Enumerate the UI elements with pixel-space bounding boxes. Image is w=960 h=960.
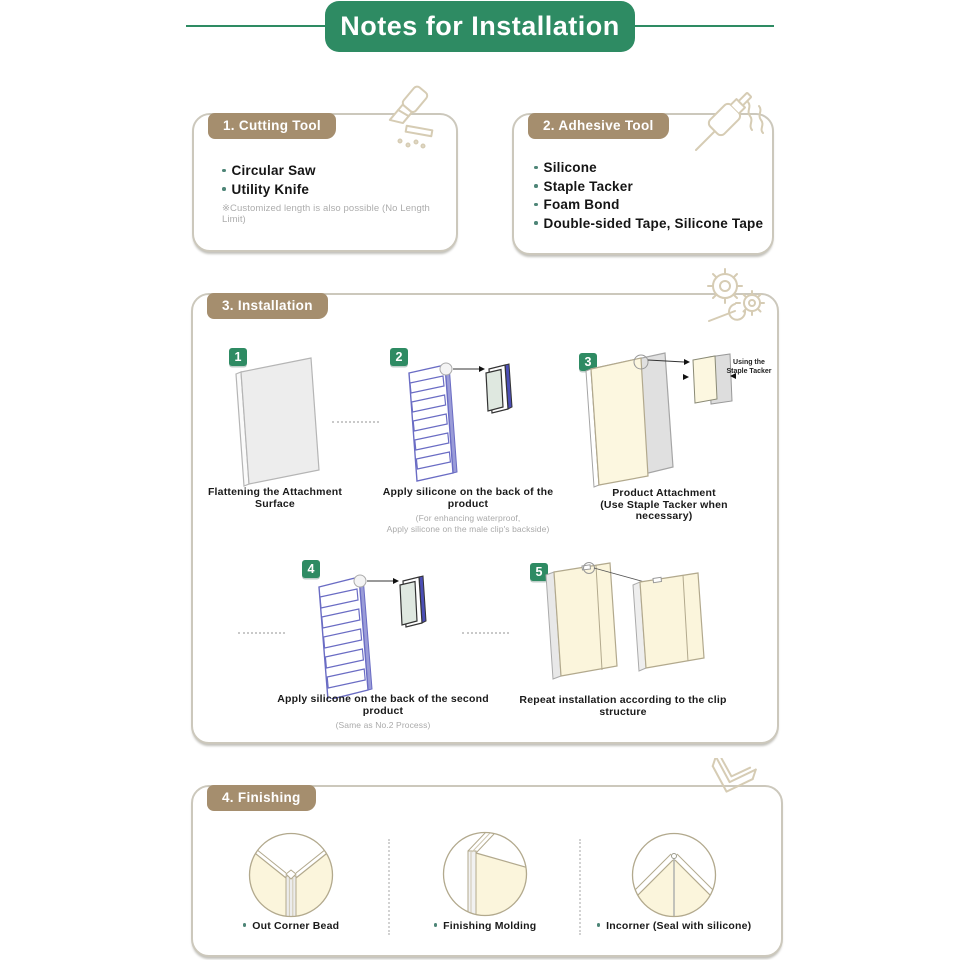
cutting-tool-list — [222, 162, 456, 225]
step1-panel-illustration — [233, 352, 328, 490]
finishing-molding-illustration — [440, 829, 530, 919]
bullet-dot-icon — [534, 221, 538, 225]
dotted-separator — [388, 839, 390, 935]
bullet-dot-icon — [434, 923, 438, 927]
bullet-dot-icon — [243, 923, 247, 927]
list-item-label: Staple Tacker — [543, 178, 633, 194]
list-item-label: Foam Bond — [543, 197, 620, 212]
step4-silicone-illustration — [307, 565, 447, 699]
list-item-label: Utility Knife — [231, 181, 310, 197]
bullet-dot-icon — [222, 169, 226, 173]
finishing-label: 4. Finishing — [207, 785, 316, 811]
caption-text: Product Attachment — [612, 487, 716, 499]
dotted-separator — [238, 632, 285, 634]
caption-text: Finishing Molding — [443, 920, 537, 932]
gear-wrench-icon — [695, 262, 779, 326]
bullet-dot-icon — [534, 203, 538, 207]
caption-text: Incorner (Seal with silicone) — [606, 920, 752, 932]
caption-text: Apply silicone on the back of the second product — [277, 693, 489, 717]
caption-text: (Use Staple Tacker when necessary) — [600, 498, 728, 522]
list-item — [222, 181, 456, 200]
caption-subtext — [273, 720, 493, 731]
silicone-gun-icon — [690, 82, 772, 158]
cutting-tool-note: ※Customized length is also possible (No Length Limit) — [222, 203, 430, 225]
page-title: Notes for Installation — [325, 1, 635, 52]
caption-subtext-line: (Same as No.2 Process) — [335, 720, 431, 730]
bullet-dot-icon — [534, 184, 538, 188]
dotted-separator — [332, 421, 379, 423]
caption-text: Out Corner Bead — [252, 920, 340, 932]
bullet-dot-icon — [534, 166, 538, 170]
caption-text: Repeat installation according to the clip structure — [519, 694, 727, 718]
list-item — [534, 178, 763, 197]
step-number-badge: 5 — [530, 563, 548, 581]
finishing-item-caption — [211, 920, 371, 932]
out-corner-bead-illustration — [246, 830, 336, 920]
list-item-label: Double-sided Tape, Silicone Tape — [543, 215, 764, 231]
list-item — [534, 196, 763, 215]
step-number-badge: 1 — [229, 348, 247, 366]
caption-subtext-line: (For enhancing waterproof, — [415, 513, 521, 523]
step2-silicone-illustration — [397, 357, 527, 487]
finishing-item-caption — [405, 920, 565, 932]
annotation-line: Staple Tacker — [726, 368, 772, 375]
adhesive-tool-label: 2. Adhesive Tool — [528, 113, 669, 139]
cutting-tool-label: 1. Cutting Tool — [208, 113, 336, 139]
list-item-label: Silicone — [543, 160, 597, 175]
dotted-separator — [462, 632, 509, 634]
caption-subtext-line: Apply silicone on the male clip's backside) — [386, 523, 550, 534]
installation-card — [191, 293, 779, 744]
adhesive-tool-list — [534, 159, 763, 233]
finishing-item-caption — [574, 920, 774, 932]
installation-label: 3. Installation — [207, 293, 328, 319]
list-item — [534, 159, 763, 178]
corner-trim-icon — [700, 758, 760, 814]
bullet-dot-icon — [597, 923, 601, 927]
step3-attachment-illustration — [585, 349, 737, 489]
caption-text: Apply silicone on the back of the product — [382, 486, 554, 510]
caption-subtext — [378, 513, 558, 534]
step2-caption — [378, 487, 558, 534]
caption-text: Flattening the Attachment Surface — [207, 486, 343, 510]
step-number-badge: 4 — [302, 560, 320, 578]
list-item-label: Circular Saw — [231, 163, 316, 178]
step-number-badge: 2 — [390, 348, 408, 366]
staple-tacker-annotation — [723, 358, 775, 376]
step5-caption — [513, 695, 733, 718]
step-number-badge: 3 — [579, 353, 597, 371]
bullet-dot-icon — [222, 187, 226, 191]
step4-caption — [273, 694, 493, 731]
incorner-illustration — [629, 830, 719, 920]
utility-knife-icon — [372, 84, 442, 152]
step5-repeat-illustration — [540, 558, 720, 706]
step3-caption — [574, 488, 754, 523]
step1-caption — [195, 487, 355, 510]
annotation-line: Using the — [733, 359, 765, 366]
finishing-card — [191, 785, 783, 957]
list-item — [534, 215, 763, 234]
list-item — [222, 162, 456, 181]
